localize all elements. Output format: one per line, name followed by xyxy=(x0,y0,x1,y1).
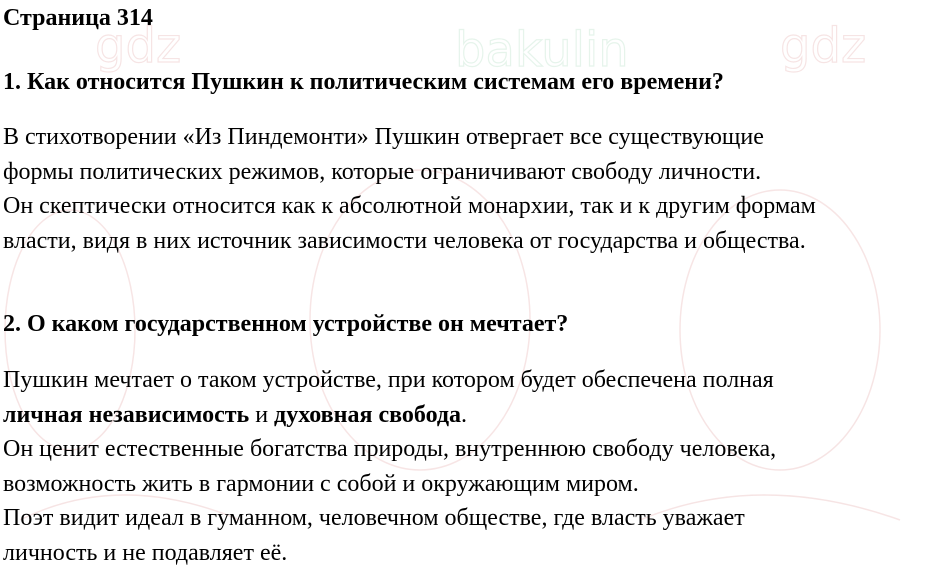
bold-phrase-spiritual-freedom: духовная свобода xyxy=(274,402,461,428)
answer-1-line-2: формы политических режимов, которые ограничивают свободу личности. xyxy=(3,155,948,190)
answer-2-line-5: Поэт видит идеал в гуманном, человечном обществе, где власть уважает xyxy=(3,501,948,536)
answer-2-line-4: возможность жить в гармонии с собой и окружающим миром. xyxy=(3,467,948,502)
answer-2-line-1: Пушкин мечтает о таком устройстве, при котором будет обеспечена полная xyxy=(3,363,948,398)
page-title: Страница 314 xyxy=(3,3,153,33)
question-1-heading: 1. Как относится Пушкин к политическим системам его времени? xyxy=(3,67,724,97)
answer-1-line-1: В стихотворении «Из Пиндемонти» Пушкин отвергает все существующие xyxy=(3,120,948,155)
watermark-bakulin: bakulin xyxy=(455,22,629,78)
answer-1 xyxy=(3,120,948,258)
answer-2-line-2 xyxy=(3,398,948,433)
bold-phrase-personal-independence: личная независимость xyxy=(3,402,249,428)
watermark-gdz-right: gdz xyxy=(780,18,866,74)
answer-2-line-3: Он ценит естественные богатства природы, внутреннюю свободу человека, xyxy=(3,432,948,467)
answer-1-line-4: власти, видя в них источник зависимости человека от государства и общества. xyxy=(3,224,948,259)
answer-1-line-3: Он скептически относится как к абсолютной монархии, так и к другим формам xyxy=(3,189,948,224)
question-2-heading: 2. О каком государственном устройстве он мечтает? xyxy=(3,309,568,339)
watermark-gdz-left: gdz xyxy=(95,18,181,74)
answer-2 xyxy=(3,363,948,570)
conjunction: и xyxy=(249,402,274,428)
answer-2-line-6: личность и не подавляет её. xyxy=(3,536,948,570)
period: . xyxy=(461,402,467,428)
